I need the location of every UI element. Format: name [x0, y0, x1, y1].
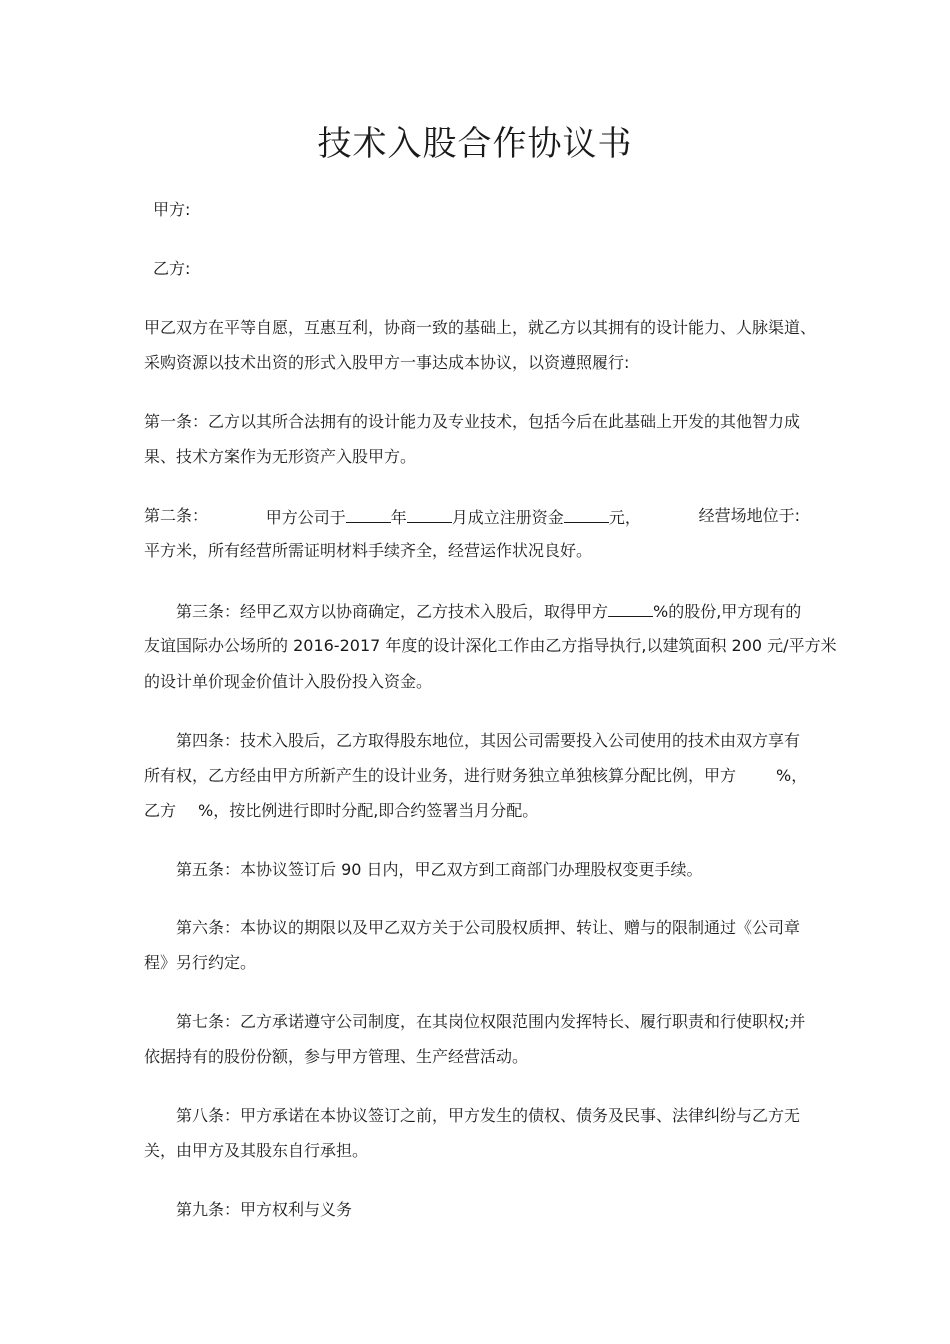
article-2-company-date	[266, 506, 641, 528]
article-9-line-1: 第九条：甲方权利与义务	[176, 1200, 353, 1219]
article-2-location: 经营场地位于:	[698, 506, 800, 525]
article-2-text: 年	[390, 508, 407, 527]
party-b-label: 乙方:	[153, 259, 191, 278]
intro-line-1: 甲乙双方在平等自愿，互惠互利，协商一致的基础上，就乙方以其拥有的设计能力、人脉渠道、	[144, 318, 817, 337]
article-8-line-2: 关，由甲方及其股东自行承担。	[144, 1141, 369, 1160]
document-title: 技术入股合作协议书	[317, 124, 633, 164]
article-1-line-2: 果、技术方案作为无形资产入股甲方。	[144, 447, 417, 466]
article-2-line-2: 平方米，所有经营所需证明材料手续齐全，经营运作状况良好。	[144, 541, 593, 560]
article-2-line-1	[144, 506, 800, 528]
article-3-text: %的股份,甲方现有的	[653, 602, 802, 621]
article-6-line-1: 第六条：本协议的期限以及甲乙双方关于公司股权质押、转让、赠与的限制通过《公司章	[176, 918, 801, 937]
article-3-line-2: 友谊国际办公场所的 2016-2017 年度的设计深化工作由乙方指导执行,以建筑面积 200 元/平方米	[144, 636, 837, 655]
article-2-text: 甲方公司于	[265, 508, 346, 527]
article-2-text: 元，	[608, 508, 641, 527]
article-2-text: 月成立注册资金	[451, 508, 564, 527]
article-5-line-1: 第五条：本协议签订后 90 日内，甲乙双方到工商部门办理股权变更手续。	[176, 860, 703, 879]
intro-line-2: 采购资源以技术出资的形式入股甲方一事达成本协议，以资遵照履行:	[144, 353, 630, 372]
article-1-line-1: 第一条：乙方以其所合法拥有的设计能力及专业技术，包括今后在此基础上开发的其他智力成	[144, 412, 801, 431]
article-4-text: 所有权，乙方经由甲方所新产生的设计业务，进行财务独立单独核算分配比例，甲方	[144, 766, 737, 785]
article-7-line-2: 依据持有的股份份额，参与甲方管理、生产经营活动。	[144, 1047, 529, 1066]
article-3-line-3: 的设计单价现金价值计入股份投入资金。	[144, 672, 433, 691]
article-7-line-1: 第七条：乙方承诺遵守公司制度，在其岗位权限范围内发挥特长、履行职责和行使职权;并	[176, 1012, 806, 1031]
article-4-line-1: 第四条：技术入股后，乙方取得股东地位，其因公司需要投入公司使用的技术由双方享有	[176, 731, 801, 750]
capital-blank	[564, 506, 609, 523]
party-a-label: 甲方:	[153, 200, 191, 219]
share-percent-blank	[608, 600, 653, 617]
article-3-line-1	[176, 600, 841, 622]
article-4-text: %，按比例进行即时分配,即合约签署当月分配。	[198, 801, 539, 820]
article-4-text: 乙方	[144, 801, 177, 820]
article-6-line-2: 程》另行约定。	[144, 953, 257, 972]
article-2-label: 第二条：	[144, 506, 209, 525]
article-3-text: 第三条：经甲乙双方以协商确定，乙方技术入股后，取得甲方	[176, 602, 609, 621]
article-4-line-2	[144, 766, 809, 786]
year-blank	[346, 506, 391, 523]
month-blank	[407, 506, 452, 523]
article-4-line-3	[144, 801, 809, 821]
article-8-line-1: 第八条：甲方承诺在本协议签订之前，甲方发生的债权、债务及民事、法律纠纷与乙方无	[176, 1106, 801, 1125]
article-4-text: %，	[776, 766, 808, 785]
